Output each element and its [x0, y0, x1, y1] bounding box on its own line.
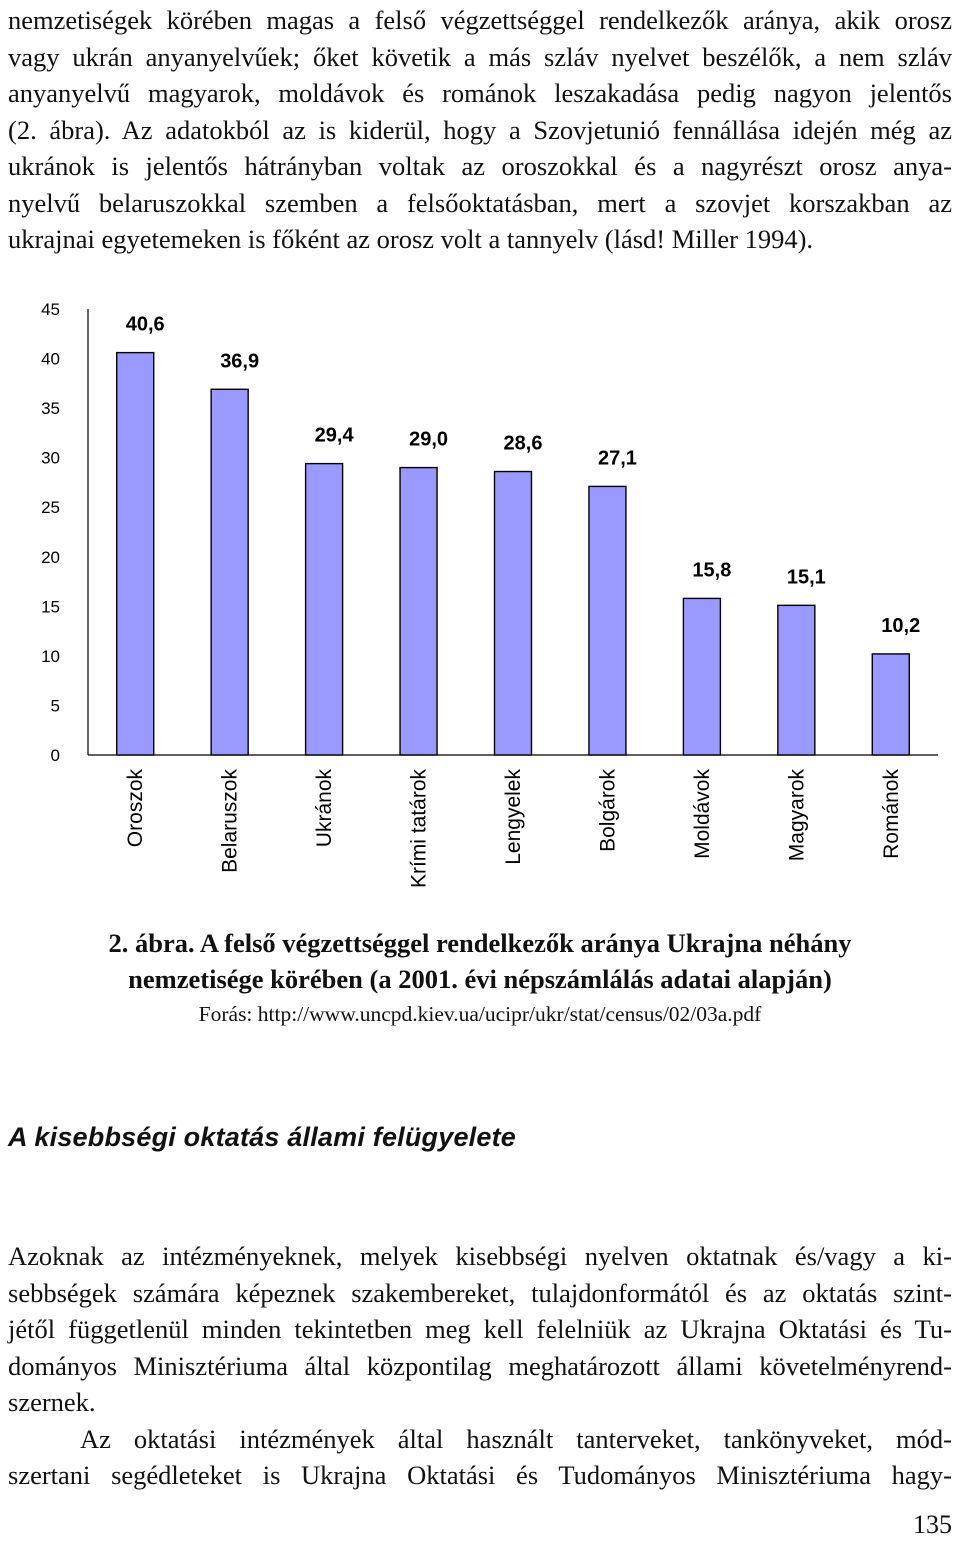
data-label: 10,2: [881, 614, 921, 637]
category-label: Belaruszok: [218, 769, 242, 873]
bar: [117, 353, 154, 755]
y-tick-label: 45: [41, 300, 60, 319]
text-line: nyelvű belaruszokkal szemben a felsőoktatásban, mert a szovjet korszakban az: [8, 187, 952, 218]
category-label: Magyarok: [785, 769, 809, 862]
data-label: 40,6: [125, 313, 165, 336]
caption-title-line: 2. ábra. A felső végzettséggel rendelkezők aránya Ukrajna néhány: [108, 928, 852, 958]
text-line: anyanyelvű magyarok, moldávok és románok leszakadása pedig nagyon jelentős: [8, 78, 952, 108]
data-label: 15,8: [692, 559, 732, 582]
bar: [211, 389, 248, 755]
text-line: ukránok is jelentős hátrányban voltak az oroszokkal és a nagyrészt orosz anya-: [8, 151, 952, 181]
text-line: jétől függetlenül minden tekintetben meg kell felelniük az Ukrajna Oktatási és Tu-: [8, 1314, 952, 1344]
text-line: szertani segédleteket is Ukrajna Oktatási és Tudományos Minisztériuma hagy-: [8, 1460, 952, 1490]
body-paragraph: [8, 1238, 952, 1494]
y-tick-label: 25: [41, 498, 60, 518]
text-line: ukrajnai egyetemeken is főként az orosz volt a tannyelv (lásd! Miller 1994).: [8, 224, 814, 254]
bar-chart: [0, 290, 960, 920]
text-line: nemzetiségek körében magas a felső végzettséggel rendelkezők aránya, akik orosz: [8, 5, 952, 35]
text-line: sebbségek számára képeznek szakembereket, tulajdonformától és az oktatás szint-: [8, 1277, 952, 1308]
data-label: 29,4: [314, 424, 354, 447]
data-label: 27,1: [597, 447, 637, 470]
y-tick-label: 35: [41, 399, 60, 419]
text-line: Azoknak az intézményeknek, melyek kisebbségi nyelven oktatnak és/vagy a ki-: [8, 1241, 952, 1271]
y-tick-label: 5: [50, 696, 60, 716]
text-line: (2. ábra). Az adatokból az is kiderül, hogy a Szovjetunió fennállása idején még az: [8, 114, 952, 145]
y-tick-label: 40: [41, 349, 60, 369]
text-line: dományos Minisztériuma által központilag meghatározott állami követelményrend-: [8, 1350, 952, 1381]
category-label: Bolgárok: [596, 769, 620, 852]
section-heading: A kisebbségi oktatás állami felügyelete: [8, 1122, 516, 1152]
bar: [872, 654, 909, 755]
y-tick-label: 0: [50, 746, 60, 765]
y-tick-label: 10: [41, 646, 60, 666]
category-label: Románok: [879, 769, 903, 859]
data-label: 28,6: [503, 432, 543, 455]
y-tick-label: 30: [41, 448, 60, 468]
category-label: Ukránok: [313, 769, 337, 848]
category-label: Moldávok: [690, 769, 714, 859]
text-line: Az oktatási intézmények által használt tanterveket, tankönyveket, mód-: [80, 1423, 952, 1454]
data-label: 36,9: [220, 350, 260, 373]
text-line: szernek.: [8, 1387, 96, 1417]
text-line: vagy ukrán anyanyelvűek; őket követik a más szláv nyelvet beszélők, a nem szláv: [8, 41, 952, 72]
category-label: Krími tatárok: [407, 769, 431, 889]
data-label: 15,1: [786, 566, 826, 589]
data-label: 29,0: [409, 428, 449, 451]
page-number: 135: [913, 1510, 952, 1539]
y-tick-label: 15: [41, 597, 60, 617]
bar: [778, 605, 815, 755]
figure-caption: [0, 925, 960, 997]
category-label: Lengyelek: [502, 769, 525, 865]
bar: [495, 472, 532, 755]
intro-paragraph: [8, 2, 952, 258]
y-tick-label: 20: [41, 547, 60, 567]
figure-source: Forás: http://www.uncpd.kiev.ua/ucipr/ukr/stat/census/02/03a.pdf: [198, 1002, 762, 1026]
bar: [400, 468, 437, 755]
bar: [683, 598, 720, 755]
bar: [306, 464, 343, 755]
caption-title-line: nemzetisége körében (a 2001. évi népszámlálás adatai alapján): [128, 964, 832, 994]
category-label: Oroszok: [124, 769, 148, 848]
bar: [589, 486, 626, 755]
